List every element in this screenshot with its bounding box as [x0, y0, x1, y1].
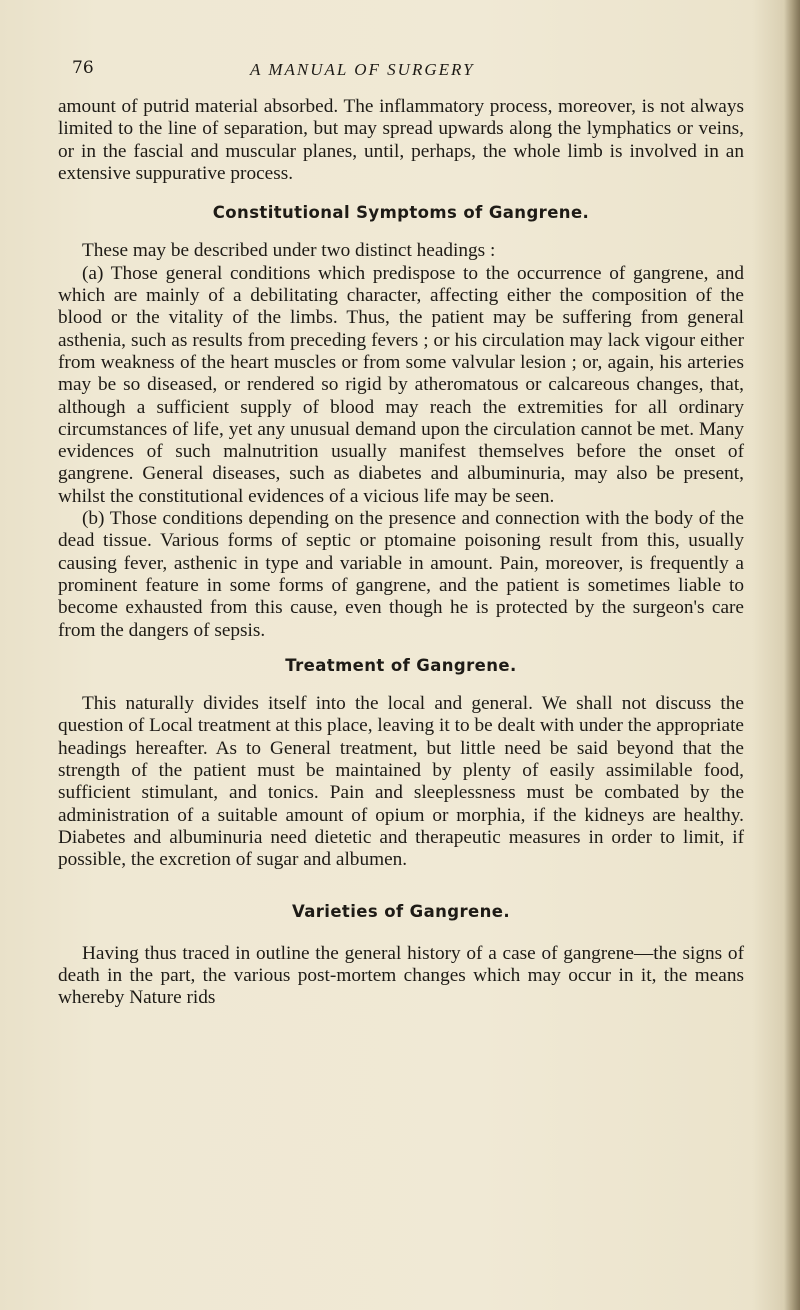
section-heading-treatment: Treatment of Gangrene.: [285, 655, 517, 675]
paragraph-constitutional-a: (a) Those general conditions which predispose to the occurrence of gangrene, and which are mainly of a debilitating character, affecting either the composition of the blood or the vitality of the limbs. Thus, the patient may be suffering from general asthenia, such as results from preceding fevers ; or his circulation may lack vigour either from weakness of the heart muscles or from some valvular lesion ; or, again, his arteries may be so diseased, or rendered so rigid by atheromatous or calcareous changes, that, although a sufficient supply of blood may reach the extremities for all ordinary circumstances of life, yet any unusual demand upon the circulation cannot be met. Many evidences of such malnutrition usually manifest themselves before the onset of gangrene. General diseases, such as diabetes and albuminuria, may also be present, whilst the constitutional evidences of a vicious life may be seen.: [58, 262, 744, 507]
paragraph-constitutional-b: (b) Those conditions depending on the presence and connection with the body of the dead tissue. Various forms of septic or ptomaine poisoning result from this, usually causing fever, asthenic in type and variable in amount. Pain, moreover, is frequently a prominent feature in some forms of gangrene, and the patient is sometimes liable to become exhausted from this cause, even though he is protected by the surgeon's care from the dangers of sepsis.: [58, 508, 744, 641]
page-header: [72, 58, 760, 88]
paragraph-constitutional-intro: These may be described under two distinct headings :: [82, 240, 496, 262]
page-number: 76: [72, 58, 94, 78]
page-body: [58, 96, 744, 1010]
section-heading-varieties: Varieties of Gangrene.: [291, 901, 511, 921]
running-head: A MANUAL OF SURGERY: [250, 60, 475, 79]
section-heading-constitutional: Constitutional Symptoms of Gangrene.: [212, 203, 590, 223]
paragraph-treatment: This naturally divides itself into the local and general. We shall not discuss the question of Local treatment at this place, leaving it to be dealt with under the appropriate headings hereafter. As to General treatment, but little need be said beyond that the strength of the patient must be maintained by plenty of easily assimilable food, sufficient stimulant, and tonics. Pain and sleeplessness must be combated by the administration of a suitable amount of opium or morphia, if the kidneys are healthy. Diabetes and albuminuria need dietetic and therapeutic measures in order to limit, if possible, the excretion of sugar and albumen.: [58, 693, 744, 871]
intro-paragraph: amount of putrid material absorbed. The inflammatory process, moreover, is not always limited to the line of separation, but may spread upwards along the lymphatics or veins, or in the fascial and muscular planes, until, perhaps, the whole limb is involved in an extensive suppurative process.: [58, 96, 744, 184]
paragraph-varieties: Having thus traced in outline the general history of a case of gangrene—the signs of death in the part, the various post-mortem changes which may occur in it, the means whereby Nature rids: [58, 942, 744, 1009]
page-binding-edge: [784, 0, 800, 1310]
